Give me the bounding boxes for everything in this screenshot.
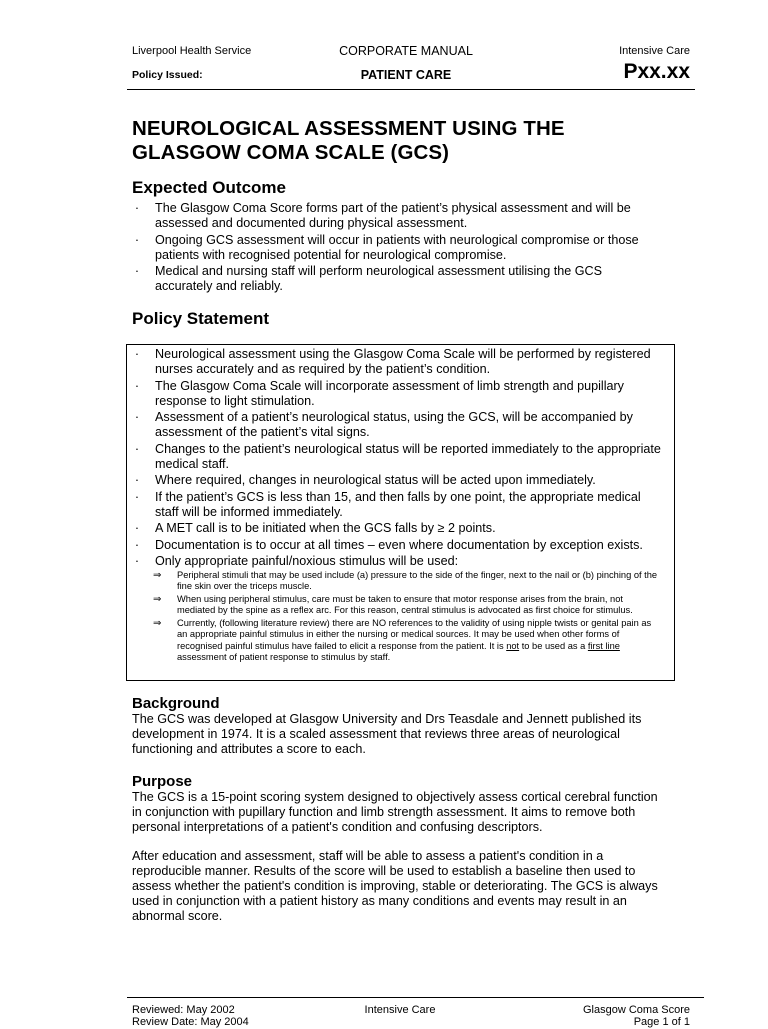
emphasis-not: not [506,640,520,651]
list-item: · Documentation is to occur at all times – even where documentation by exception exists. [132,538,667,553]
list-item: · Neurological assessment using the Glasgow Coma Scale will be performed by registered nurses accurately and as required by the patient’s condition. [132,347,667,377]
footer-review-date: Review Date: May 2004 [132,1016,249,1028]
bullet-icon: · [134,201,140,215]
footer-page-number: Page 1 of 1 [633,1016,690,1028]
header-manual: CORPORATE MANUAL [339,44,473,58]
title-line-1: NEUROLOGICAL ASSESSMENT USING THE [132,117,565,140]
arrow-icon: ⇒ [153,618,162,630]
bullet-icon: · [134,378,140,393]
purpose-heading: Purpose [132,773,193,790]
emphasis-first-line: first line [587,640,620,651]
list-item: · Medical and nursing staff will perform neurological assessment utilising the GCS accurately and reliably. [132,264,662,294]
list-item: · If the patient’s GCS is less than 15, and then falls by one point, the appropriate medical staff will be informed immediately. [132,490,667,520]
bullet-icon: · [134,410,140,424]
list-item: · The Glasgow Coma Score forms part of the patient’s physical assessment and will be assessed and documented during physical assessment. [132,201,662,231]
bullet-icon: · [134,521,140,535]
list-item: · Ongoing GCS assessment will occur in patients with neurological compromise or those patients with recognised potential for neurological compromise. [132,233,662,263]
background-heading: Background [132,695,220,712]
header-section: PATIENT CARE [360,68,452,82]
bullet-icon: · [134,232,140,247]
header-unit: Intensive Care [619,45,690,57]
footer-document-name: Glasgow Coma Score [583,1004,690,1016]
expected-outcome-list [132,201,662,296]
policy-statement-box [126,344,675,681]
bullet-icon: · [134,537,140,552]
footer-reviewed: Reviewed: May 2002 [132,1004,235,1016]
arrow-icon: ⇒ [153,594,162,606]
header-policy-issued: Policy Issued: [132,69,203,81]
footer-unit: Intensive Care [364,1004,436,1016]
policy-statement-heading: Policy Statement [132,309,269,328]
sub-list-item: ⇒ When using peripheral stimulus, care must be taken to ensure that motor response arises from the brain, not mediated by the spine as a reflex arc. For this reason, central stimulus is advocated as first choice for stimulus. [153,594,633,616]
bullet-icon: · [134,347,140,361]
background-text: The GCS was developed at Glasgow University and Drs Teasdale and Jennett published its development in 1974. It is a scaled assessment that reviews three areas of neurological functioning and attributes a score to each. [132,712,642,756]
purpose-paragraph-2: After education and assessment, staff will be able to assess a patient's condition in a reproducible manner. Results of the score will be used to establish a baseline then used to assess whether the patient's condition is improving, stable or deteriorating. The GCS is always used in conjunction with a patient history as many conditions and events may result in an abnormal score. [132,849,658,923]
footer-rule [127,997,704,998]
header-org: Liverpool Health Service [132,45,252,57]
header-rule [127,89,695,90]
list-item: · Changes to the patient’s neurological status will be reported immediately to the appropriate medical staff. [132,442,667,472]
list-item: · Where required, changes in neurological status will be acted upon immediately. [132,473,667,488]
title-line-2: GLASGOW COMA SCALE (GCS) [132,141,450,164]
list-item: · Only appropriate painful/noxious stimulus will be used: [132,554,667,569]
header-policy-number: Pxx.xx [623,60,690,83]
document-title [132,117,692,165]
bullet-icon: · [134,264,140,278]
list-item: · The Glasgow Coma Scale will incorporate assessment of limb strength and pupillary response to light stimulation. [132,379,667,409]
expected-outcome-heading: Expected Outcome [132,178,286,197]
bullet-icon: · [134,489,140,504]
bullet-icon: · [134,473,140,487]
purpose-paragraph-1: The GCS is a 15-point scoring system designed to objectively assess cortical cerebral function in conjunction with pupillary function and limb strength assessment. It aims to remove both personal interpretations of a patient's condition and confusing descriptors. [132,790,658,834]
bullet-icon: · [134,441,140,456]
bullet-icon: · [134,554,140,568]
sub-list-item: ⇒ Peripheral stimuli that may be used include (a) pressure to the side of the finger, next to the nail or (b) pinching of the fine skin over the triceps muscle. [153,570,658,592]
list-item: · Assessment of a patient’s neurological status, using the GCS, will be accompanied by assessment of the patient’s vital signs. [132,410,667,440]
list-item: · A MET call is to be initiated when the GCS falls by ≥ 2 points. [132,521,667,536]
arrow-icon: ⇒ [153,570,162,581]
sub-list-item: ⇒ Currently, (following literature review) there are NO references to the validity of using nipple twists or genital pain as an appropriate painful stimulus in either the nursing or medical sources. It may be used when other forms of recognised painful stimulus have failed to elicit a response from the patient. It is not to be used as a first line assessment of patient response to stimulus by staff. [153,618,652,663]
